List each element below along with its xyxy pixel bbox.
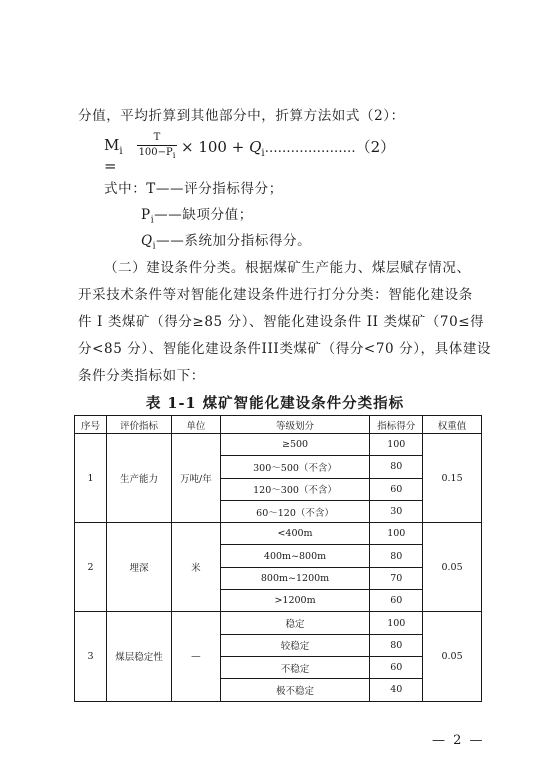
cell-score: 80 bbox=[370, 545, 423, 567]
formula-lhs: $M_i$ = bbox=[104, 136, 123, 175]
cell-grade: <400m bbox=[220, 523, 370, 545]
cell-grade: 较稳定 bbox=[220, 634, 370, 656]
cell-score: 100 bbox=[370, 523, 423, 545]
cell-weight: 0.05 bbox=[423, 523, 482, 612]
cell-weight: 0.05 bbox=[423, 612, 482, 701]
table-row bbox=[75, 612, 482, 634]
cell-score: 70 bbox=[370, 567, 423, 589]
cell-score: 60 bbox=[370, 656, 423, 678]
cell-seq: 3 bbox=[75, 612, 107, 701]
cell-seq: 2 bbox=[75, 523, 107, 612]
body-line: 开采技术条件等对智能化建设条件进行打分分类：智能化建设条 bbox=[78, 287, 473, 303]
cell-indicator: 生产能力 bbox=[107, 434, 172, 523]
where-line-p: $P_i——$缺项分值； bbox=[141, 207, 253, 226]
header-indicator: 评价指标 bbox=[107, 416, 172, 434]
table-row bbox=[75, 523, 482, 545]
cell-unit: 万吨/年 bbox=[172, 434, 221, 523]
table-caption: 表 1-1 煤矿智能化建设条件分类指标 bbox=[145, 395, 405, 412]
cell-score: 100 bbox=[370, 434, 423, 456]
cell-grade: 120～300（不含） bbox=[220, 478, 370, 500]
cell-indicator: 煤层稳定性 bbox=[107, 612, 172, 701]
cell-score: 60 bbox=[370, 590, 423, 612]
cell-grade: 400m~800m bbox=[220, 545, 370, 567]
cell-score: 60 bbox=[370, 478, 423, 500]
paragraph-line: 分值，平均折算到其他部分中，折算方法如式（2）： bbox=[78, 108, 405, 124]
formula-fraction: T $100-P_i$ bbox=[138, 132, 176, 160]
body-line: 分<85 分）、智能化建设条件III类煤矿（得分<70 分），具体建设 bbox=[78, 341, 492, 357]
table-row bbox=[75, 434, 482, 456]
cell-grade: ≥500 bbox=[220, 434, 370, 456]
cell-seq: 1 bbox=[75, 434, 107, 523]
cell-score: 40 bbox=[370, 679, 423, 701]
cell-unit: 米 bbox=[172, 523, 221, 612]
classification-table bbox=[74, 415, 482, 702]
cell-score: 30 bbox=[370, 500, 423, 522]
header-unit: 单位 bbox=[172, 416, 221, 434]
page-number: — 2 — bbox=[432, 733, 485, 748]
header-seq: 序号 bbox=[75, 416, 107, 434]
cell-grade: 800m~1200m bbox=[220, 567, 370, 589]
formula-tail: × $100 + Q_i\dots\dots\dots\dots\dots\dots\dots(2)$ bbox=[181, 138, 396, 159]
cell-grade: 极不稳定 bbox=[220, 679, 370, 701]
cell-indicator: 埋深 bbox=[107, 523, 172, 612]
cell-grade: 稳定 bbox=[220, 612, 370, 634]
cell-grade: 300～500（不含） bbox=[220, 456, 370, 478]
cell-score: 80 bbox=[370, 634, 423, 656]
where-line-q: $Q_i——$系统加分指标得分。 bbox=[141, 233, 312, 252]
cell-unit: — bbox=[172, 612, 221, 701]
cell-weight: 0.15 bbox=[423, 434, 482, 523]
body-line: 条件分类指标如下： bbox=[78, 368, 205, 384]
cell-score: 100 bbox=[370, 612, 423, 634]
header-score: 指标得分 bbox=[370, 416, 423, 434]
section-heading-line: （二）建设条件分类。根据煤矿生产能力、煤层赋存情况、 bbox=[104, 260, 471, 276]
header-grade: 等级划分 bbox=[220, 416, 370, 434]
cell-grade: 60～120（不含） bbox=[220, 500, 370, 522]
where-line-t: 式中：T——评分指标得分； bbox=[104, 181, 283, 197]
cell-score: 80 bbox=[370, 456, 423, 478]
header-weight: 权重值 bbox=[423, 416, 482, 434]
table-header-row bbox=[75, 416, 482, 434]
cell-grade: >1200m bbox=[220, 590, 370, 612]
body-line: 件 I 类煤矿（得分≥85 分）、智能化建设条件 II 类煤矿（70≤得 bbox=[78, 314, 485, 330]
cell-grade: 不稳定 bbox=[220, 656, 370, 678]
